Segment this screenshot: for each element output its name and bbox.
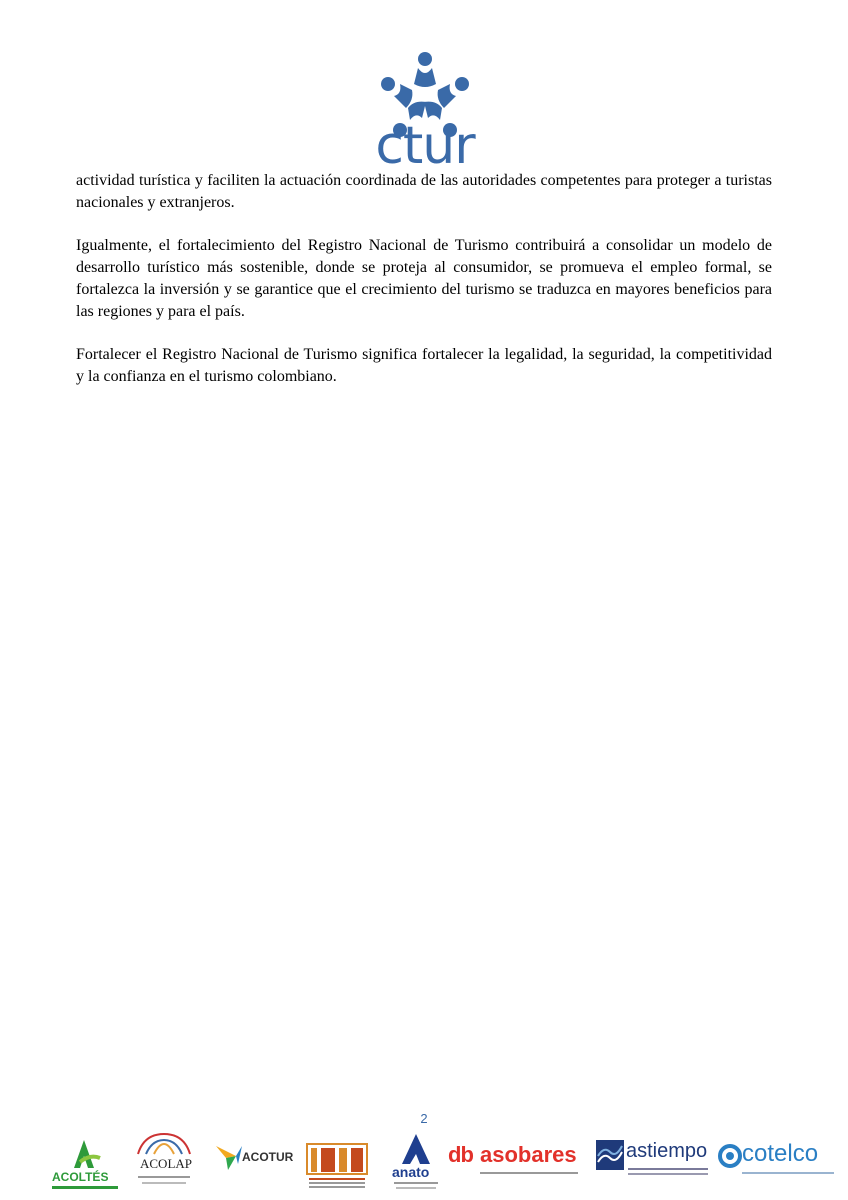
cotelco-logo-text: cotelco bbox=[742, 1140, 819, 1167]
astiempo-logo-text: astiempo bbox=[626, 1140, 708, 1162]
cotelco-circle-icon bbox=[718, 1144, 742, 1168]
anato-logo bbox=[388, 1132, 444, 1194]
acotur-logo bbox=[214, 1142, 294, 1178]
acoltes-logo bbox=[50, 1136, 120, 1192]
asobares-logo bbox=[448, 1142, 582, 1182]
acolap-logo bbox=[134, 1130, 194, 1190]
acotur-logo-text: ACOTUR bbox=[242, 1150, 294, 1164]
page-number: 2 bbox=[420, 1111, 428, 1126]
adi-logo bbox=[305, 1142, 369, 1190]
paragraph: actividad turística y faciliten la actuación coordinada de las autoridades competentes para proteger a turistas nacionales y extranjeros. bbox=[76, 172, 772, 211]
asobares-logo-text: asobares bbox=[480, 1142, 577, 1167]
ctur-logo bbox=[360, 44, 490, 176]
acolap-logo-text: ACOLAP bbox=[140, 1156, 193, 1171]
anato-logo-text: anato bbox=[392, 1164, 430, 1180]
paragraph: Fortalecer el Registro Nacional de Turismo significa fortalecer la legalidad, la seguridad, la competitividad y la confianza en el turismo colombiano. bbox=[76, 346, 772, 385]
acolap-tent-icon bbox=[134, 1130, 194, 1156]
astiempo-logo bbox=[596, 1140, 714, 1184]
cotelco-logo bbox=[718, 1140, 840, 1180]
document-body bbox=[76, 170, 772, 409]
ctur-logo-text: ctur bbox=[375, 116, 475, 176]
acoltes-logo-text: ACOLTÉS bbox=[52, 1170, 109, 1184]
astiempo-wave-icon bbox=[596, 1140, 624, 1170]
anato-mark-icon bbox=[388, 1132, 444, 1166]
footer-logos bbox=[0, 1124, 848, 1194]
paragraph: Igualmente, el fortalecimiento del Registro Nacional de Turismo contribuirá a consolidar un modelo de desarrollo turístico más sostenible, donde se proteja al consumidor, se promueva el empleo formal, se fortalezca la inversión y se garantice que el crecimiento del turismo se traduzca en mayores beneficios para las regiones y para el país. bbox=[76, 237, 772, 320]
acoltes-mark-icon bbox=[50, 1136, 120, 1170]
asobares-mark-text: db bbox=[448, 1142, 473, 1167]
acotur-mark-icon bbox=[214, 1142, 244, 1172]
adi-mark-icon bbox=[305, 1142, 369, 1190]
